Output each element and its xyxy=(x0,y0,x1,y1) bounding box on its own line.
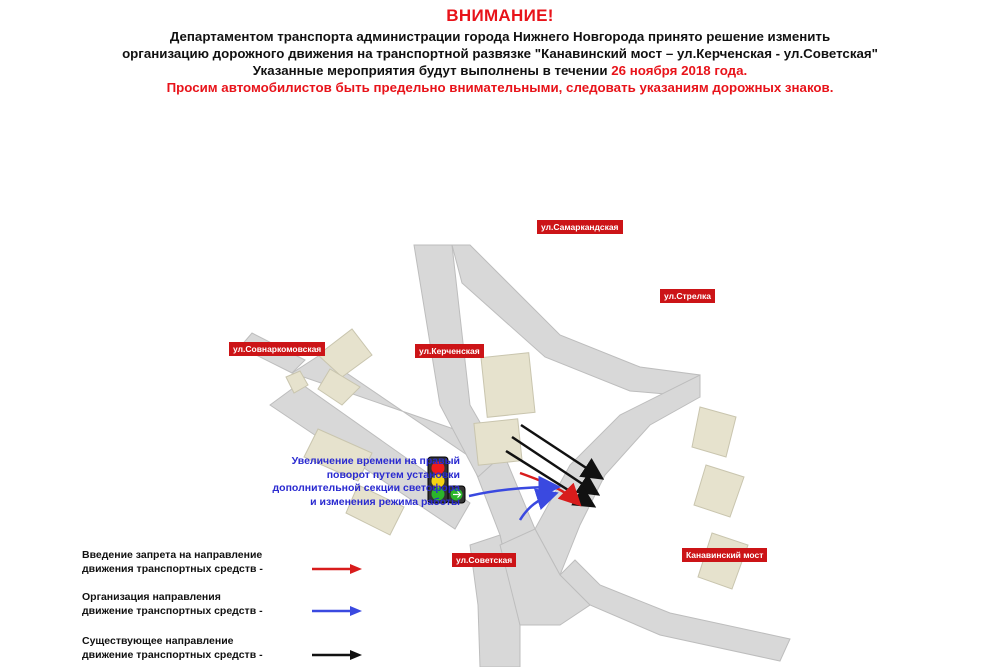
annotation-line-3: дополнительной секции светофора xyxy=(272,482,460,494)
legend-blue-arrow xyxy=(310,604,366,618)
header-notice xyxy=(0,0,1000,105)
notice-line-1: Департаментом транспорта администрации города Нижнего Новгорода принято решение изменить xyxy=(169,29,831,44)
street-label-kanavinsky-most: Канавинский мост xyxy=(682,548,767,562)
annotation-line-1: Увеличение времени на правый xyxy=(291,455,460,467)
legend-3-line-1: Существующее направление xyxy=(82,635,234,647)
street-label-samarkandskaya: ул.Самаркандская xyxy=(537,220,623,234)
annotation-line-2: поворот путем установки xyxy=(326,468,460,481)
legend-red-arrow xyxy=(310,562,366,576)
legend-1-line-1: Введение запрета на направление xyxy=(82,549,263,561)
legend-item-new-direction xyxy=(82,590,332,618)
notice-date: 26 ноября 2018 года. xyxy=(611,63,748,78)
legend-2-line-1: Организация направления xyxy=(82,591,221,603)
street-label-kerchenskaya: ул.Керченская xyxy=(415,344,484,358)
notice-line-4: Просим автомобилистов быть предельно внимательными, следовать указаниям дорожных знаков. xyxy=(166,80,834,95)
notice-line-3-prefix: Указанные мероприятия будут выполнены в течении xyxy=(252,63,612,78)
legend-2-line-2: движение транспортных средств - xyxy=(82,605,263,617)
street-label-sovnarkomovskaya: ул.Совнаркомовская xyxy=(229,342,325,356)
legend-item-prohibited xyxy=(82,548,332,576)
street-label-strelka: ул.Стрелка xyxy=(660,289,715,303)
legend-3-line-2: движение транспортных средств - xyxy=(82,649,263,661)
legend-item-existing-direction xyxy=(82,634,332,662)
legend-1-line-2: движения транспортных средств - xyxy=(82,563,263,575)
notice-line-3 xyxy=(0,62,1000,79)
notice-line-2: организацию дорожного движения на транспортной развязке "Канавинский мост – ул.Керченская - ул.Советская" xyxy=(122,46,878,61)
traffic-light-annotation xyxy=(228,455,460,509)
warning-title: ВНИМАНИЕ! xyxy=(446,6,554,25)
street-label-sovetskaya: ул.Советская xyxy=(452,553,516,567)
legend-black-arrow xyxy=(310,648,366,662)
annotation-line-4: и изменения режима работы xyxy=(310,495,460,508)
map-diagram xyxy=(0,105,1000,667)
